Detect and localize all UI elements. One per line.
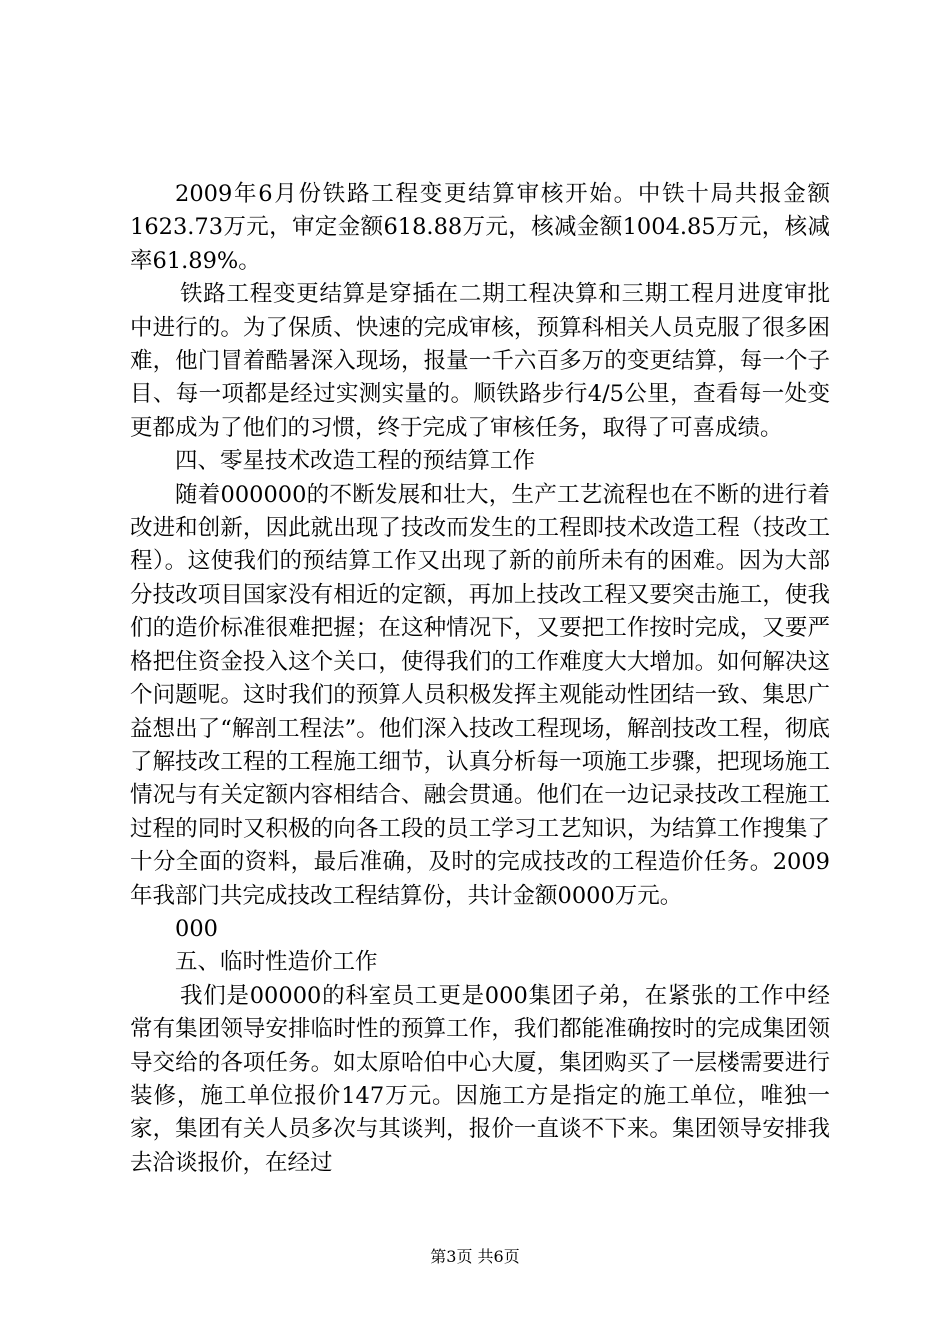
page-footer: 第3页 共6页	[430, 1247, 520, 1266]
paragraph-settlement-audit: 2009年6月份铁路工程变更结算审核开始。中铁十局共报金额1623.73万元，审定金额618.88万元，核减金额1004.85万元，核减率61.89%。	[130, 181, 830, 274]
document-body	[130, 178, 830, 1180]
paragraph-temporary-costing: 我们是00000的科室员工更是000集团子弟，在紧张的工作中经常有集团领导安排临时性的预算工作，我们都能准确按时的完成集团领导交给的各项任务。如太原哈伯中心大厦，集团购买了一层楼需要进行装修，施工单位报价147万元。因施工方是指定的施工单位，唯独一家，集团有关人员多次与其谈判，报价一直谈不下来。集团领导安排我去洽谈报价，在经过	[130, 982, 830, 1176]
paragraph-placeholder: 000	[175, 915, 218, 942]
paragraph-tech-renovation: 随着000000的不断发展和壮大，生产工艺流程也在不断的进行着改进和创新，因此就出现了技改而发生的工程即技术改造工程（技改工程）。这使我们的预结算工作又出现了新的前所未有的困难。因为大部分技改项目国家没有相近的定额，再加上技改工程又要突击施工，使我们的造价标准很难把握；在这种情况下，又要把工作按时完成，又要严格把住资金投入这个关口，使得我们的工作难度大大增加。如何解决这个问题呢。这时我们的预算人员积极发挥主观能动性团结一致、集思广益想出了“解剖工程法”。他们深入技改工程现场，解剖技改工程，彻底了解技改工程的工程施工细节，认真分析每一项施工步骤，把现场施工情况与有关定额内容相结合、融会贯通。他们在一边记录技改工程施工过程的同时又积极的向各工段的员工学习工艺知识，为结算工作搜集了十分全面的资料，最后准确，及时的完成技改的工程造价任务。2009年我部门共完成技改工程结算份，共计金额0000万元。	[130, 481, 830, 909]
section-heading-4: 四、零星技术改造工程的预结算工作	[175, 448, 536, 475]
section-heading-5: 五、临时性造价工作	[175, 949, 378, 976]
paragraph-railway-change: 铁路工程变更结算是穿插在二期工程决算和三期工程月进度审批中进行的。为了保质、快速的完成审核，预算科相关人员克服了很多困难，他门冒着酷暑深入现场，报量一千六百多万的变更结算，每一个子目、每一项都是经过实测实量的。顺铁路步行4/5公里，查看每一处变更都成为了他们的习惯，终于完成了审核任务，取得了可喜成绩。	[130, 281, 830, 441]
